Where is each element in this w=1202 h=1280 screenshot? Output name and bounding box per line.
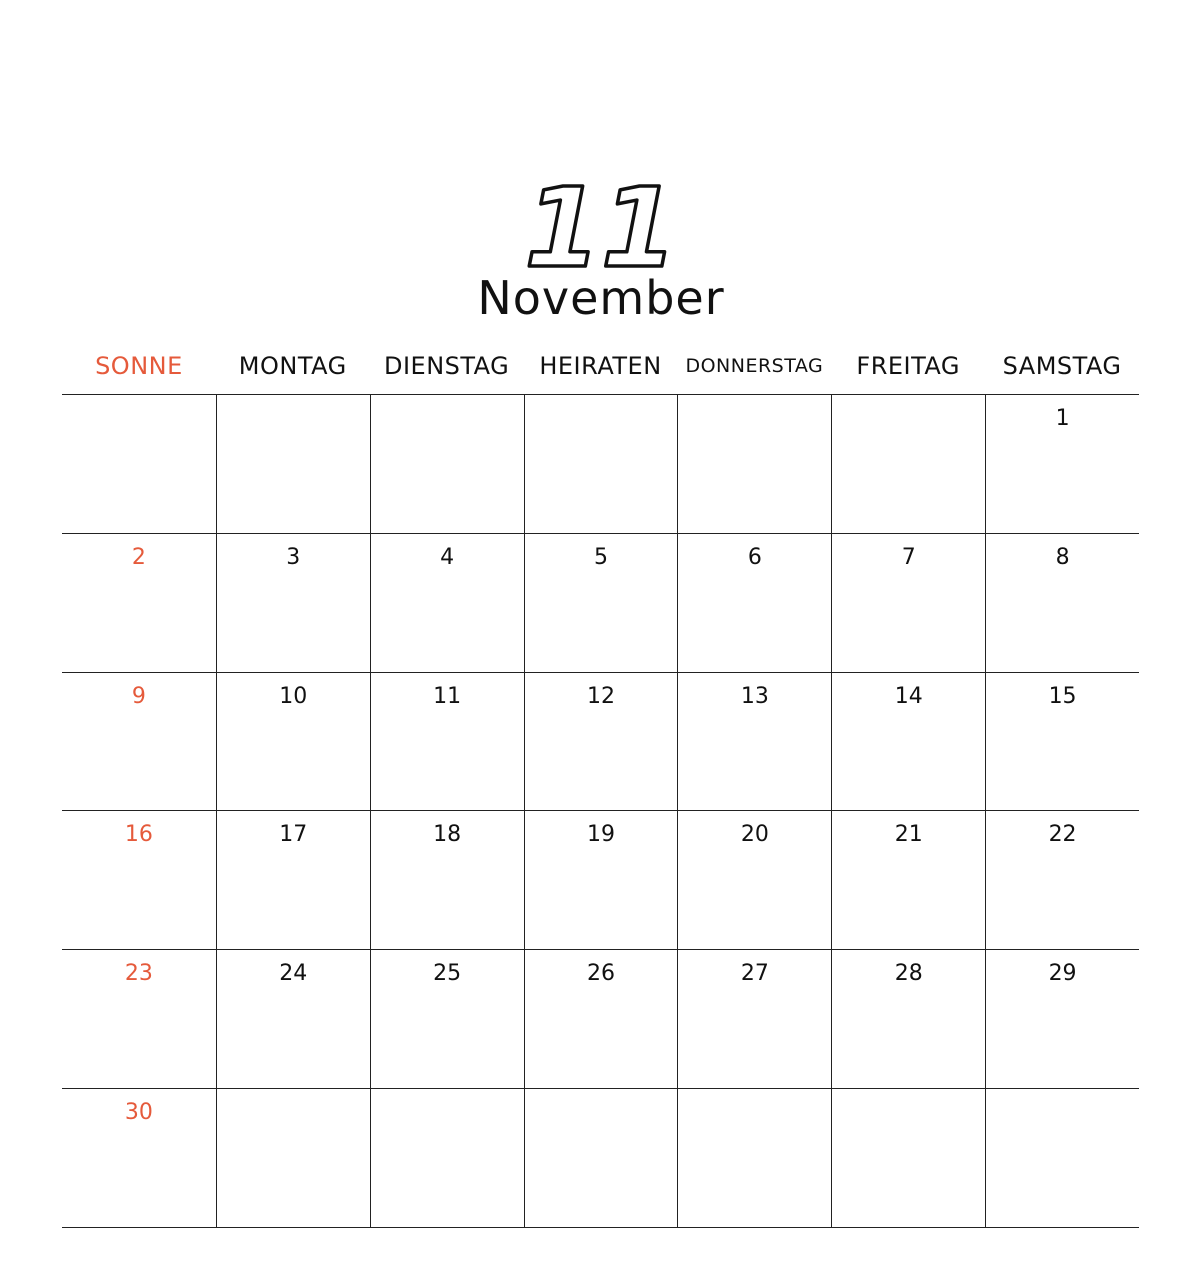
- day-number: 7: [901, 544, 916, 570]
- day-cell: [62, 950, 216, 1089]
- day-number: 5: [593, 544, 608, 570]
- day-number: 19: [586, 822, 615, 848]
- day-cell: [524, 534, 678, 673]
- day-cell: [370, 534, 524, 673]
- day-cell: [831, 673, 985, 812]
- day-cell: [831, 950, 985, 1089]
- day-cell: [370, 1089, 524, 1228]
- day-cell: [985, 1089, 1139, 1228]
- day-number: 22: [1048, 822, 1077, 848]
- month-number-graphic: [0, 164, 1202, 292]
- day-number: 10: [279, 683, 308, 709]
- day-number: 25: [433, 961, 462, 987]
- day-cell: [985, 811, 1139, 950]
- day-number: 24: [279, 961, 308, 987]
- day-cell: [216, 673, 370, 812]
- day-cell: [831, 811, 985, 950]
- day-number: 13: [740, 683, 769, 709]
- day-cell: [62, 811, 216, 950]
- day-cell: [216, 950, 370, 1089]
- day-cell: [524, 395, 678, 534]
- day-cell: [524, 673, 678, 812]
- day-number: 6: [747, 544, 762, 570]
- day-cell: [985, 395, 1139, 534]
- day-cell: [370, 395, 524, 534]
- day-cell: [831, 395, 985, 534]
- day-number: 27: [740, 961, 769, 987]
- weekday-thursday: DONNERSTAG: [685, 355, 824, 377]
- weekday-wednesday: HEIRATEN: [539, 352, 662, 380]
- day-cell: [524, 1089, 678, 1228]
- day-cell: [216, 1089, 370, 1228]
- day-cell: [677, 673, 831, 812]
- day-cell: [524, 811, 678, 950]
- day-cell: [677, 395, 831, 534]
- day-cell: [216, 534, 370, 673]
- day-cell: [831, 534, 985, 673]
- day-cell: [370, 673, 524, 812]
- weekday-sunday: SONNE: [95, 352, 183, 380]
- day-cell: [677, 950, 831, 1089]
- day-cell: [677, 811, 831, 950]
- day-number: 14: [894, 683, 923, 709]
- day-cell: [62, 1089, 216, 1228]
- calendar-grid: [62, 394, 1139, 1228]
- day-number: 9: [131, 683, 146, 709]
- day-number: 4: [440, 544, 455, 570]
- day-cell: [677, 534, 831, 673]
- day-number: 2: [131, 544, 146, 570]
- month-number-outline-11: [524, 164, 678, 292]
- day-number: 1: [1055, 406, 1070, 431]
- day-cell: [985, 950, 1139, 1089]
- weekday-header-row: [62, 346, 1139, 390]
- day-cell: [62, 395, 216, 534]
- day-number: 8: [1055, 544, 1070, 570]
- day-cell: [524, 950, 678, 1089]
- day-number: 28: [894, 961, 923, 987]
- day-cell: [62, 673, 216, 812]
- day-cell: [831, 1089, 985, 1228]
- day-number: 11: [433, 683, 462, 709]
- day-cell: [370, 811, 524, 950]
- weekday-saturday: SAMSTAG: [1002, 352, 1122, 380]
- day-number: 12: [586, 683, 615, 709]
- day-number: 21: [894, 822, 923, 848]
- day-number: 17: [279, 822, 308, 848]
- day-cell: [216, 395, 370, 534]
- day-cell: [985, 534, 1139, 673]
- month-title: November: [477, 271, 725, 325]
- day-number: 15: [1048, 683, 1077, 709]
- weekday-tuesday: DIENSTAG: [383, 352, 510, 380]
- weekday-friday: FREITAG: [856, 352, 961, 380]
- day-cell: [370, 950, 524, 1089]
- day-cell: [62, 534, 216, 673]
- day-number: 23: [124, 961, 153, 987]
- day-number: 26: [586, 961, 615, 987]
- day-number: 30: [124, 1100, 153, 1126]
- day-cell: [677, 1089, 831, 1228]
- day-number: 29: [1048, 961, 1077, 987]
- month-number-text: 11: [524, 164, 678, 292]
- day-number: 18: [433, 822, 462, 848]
- day-cell: [216, 811, 370, 950]
- day-cell: [985, 673, 1139, 812]
- day-number: 3: [286, 544, 301, 570]
- day-number: 20: [740, 822, 769, 848]
- weekday-monday: MONTAG: [238, 352, 347, 380]
- day-number: 16: [124, 822, 153, 848]
